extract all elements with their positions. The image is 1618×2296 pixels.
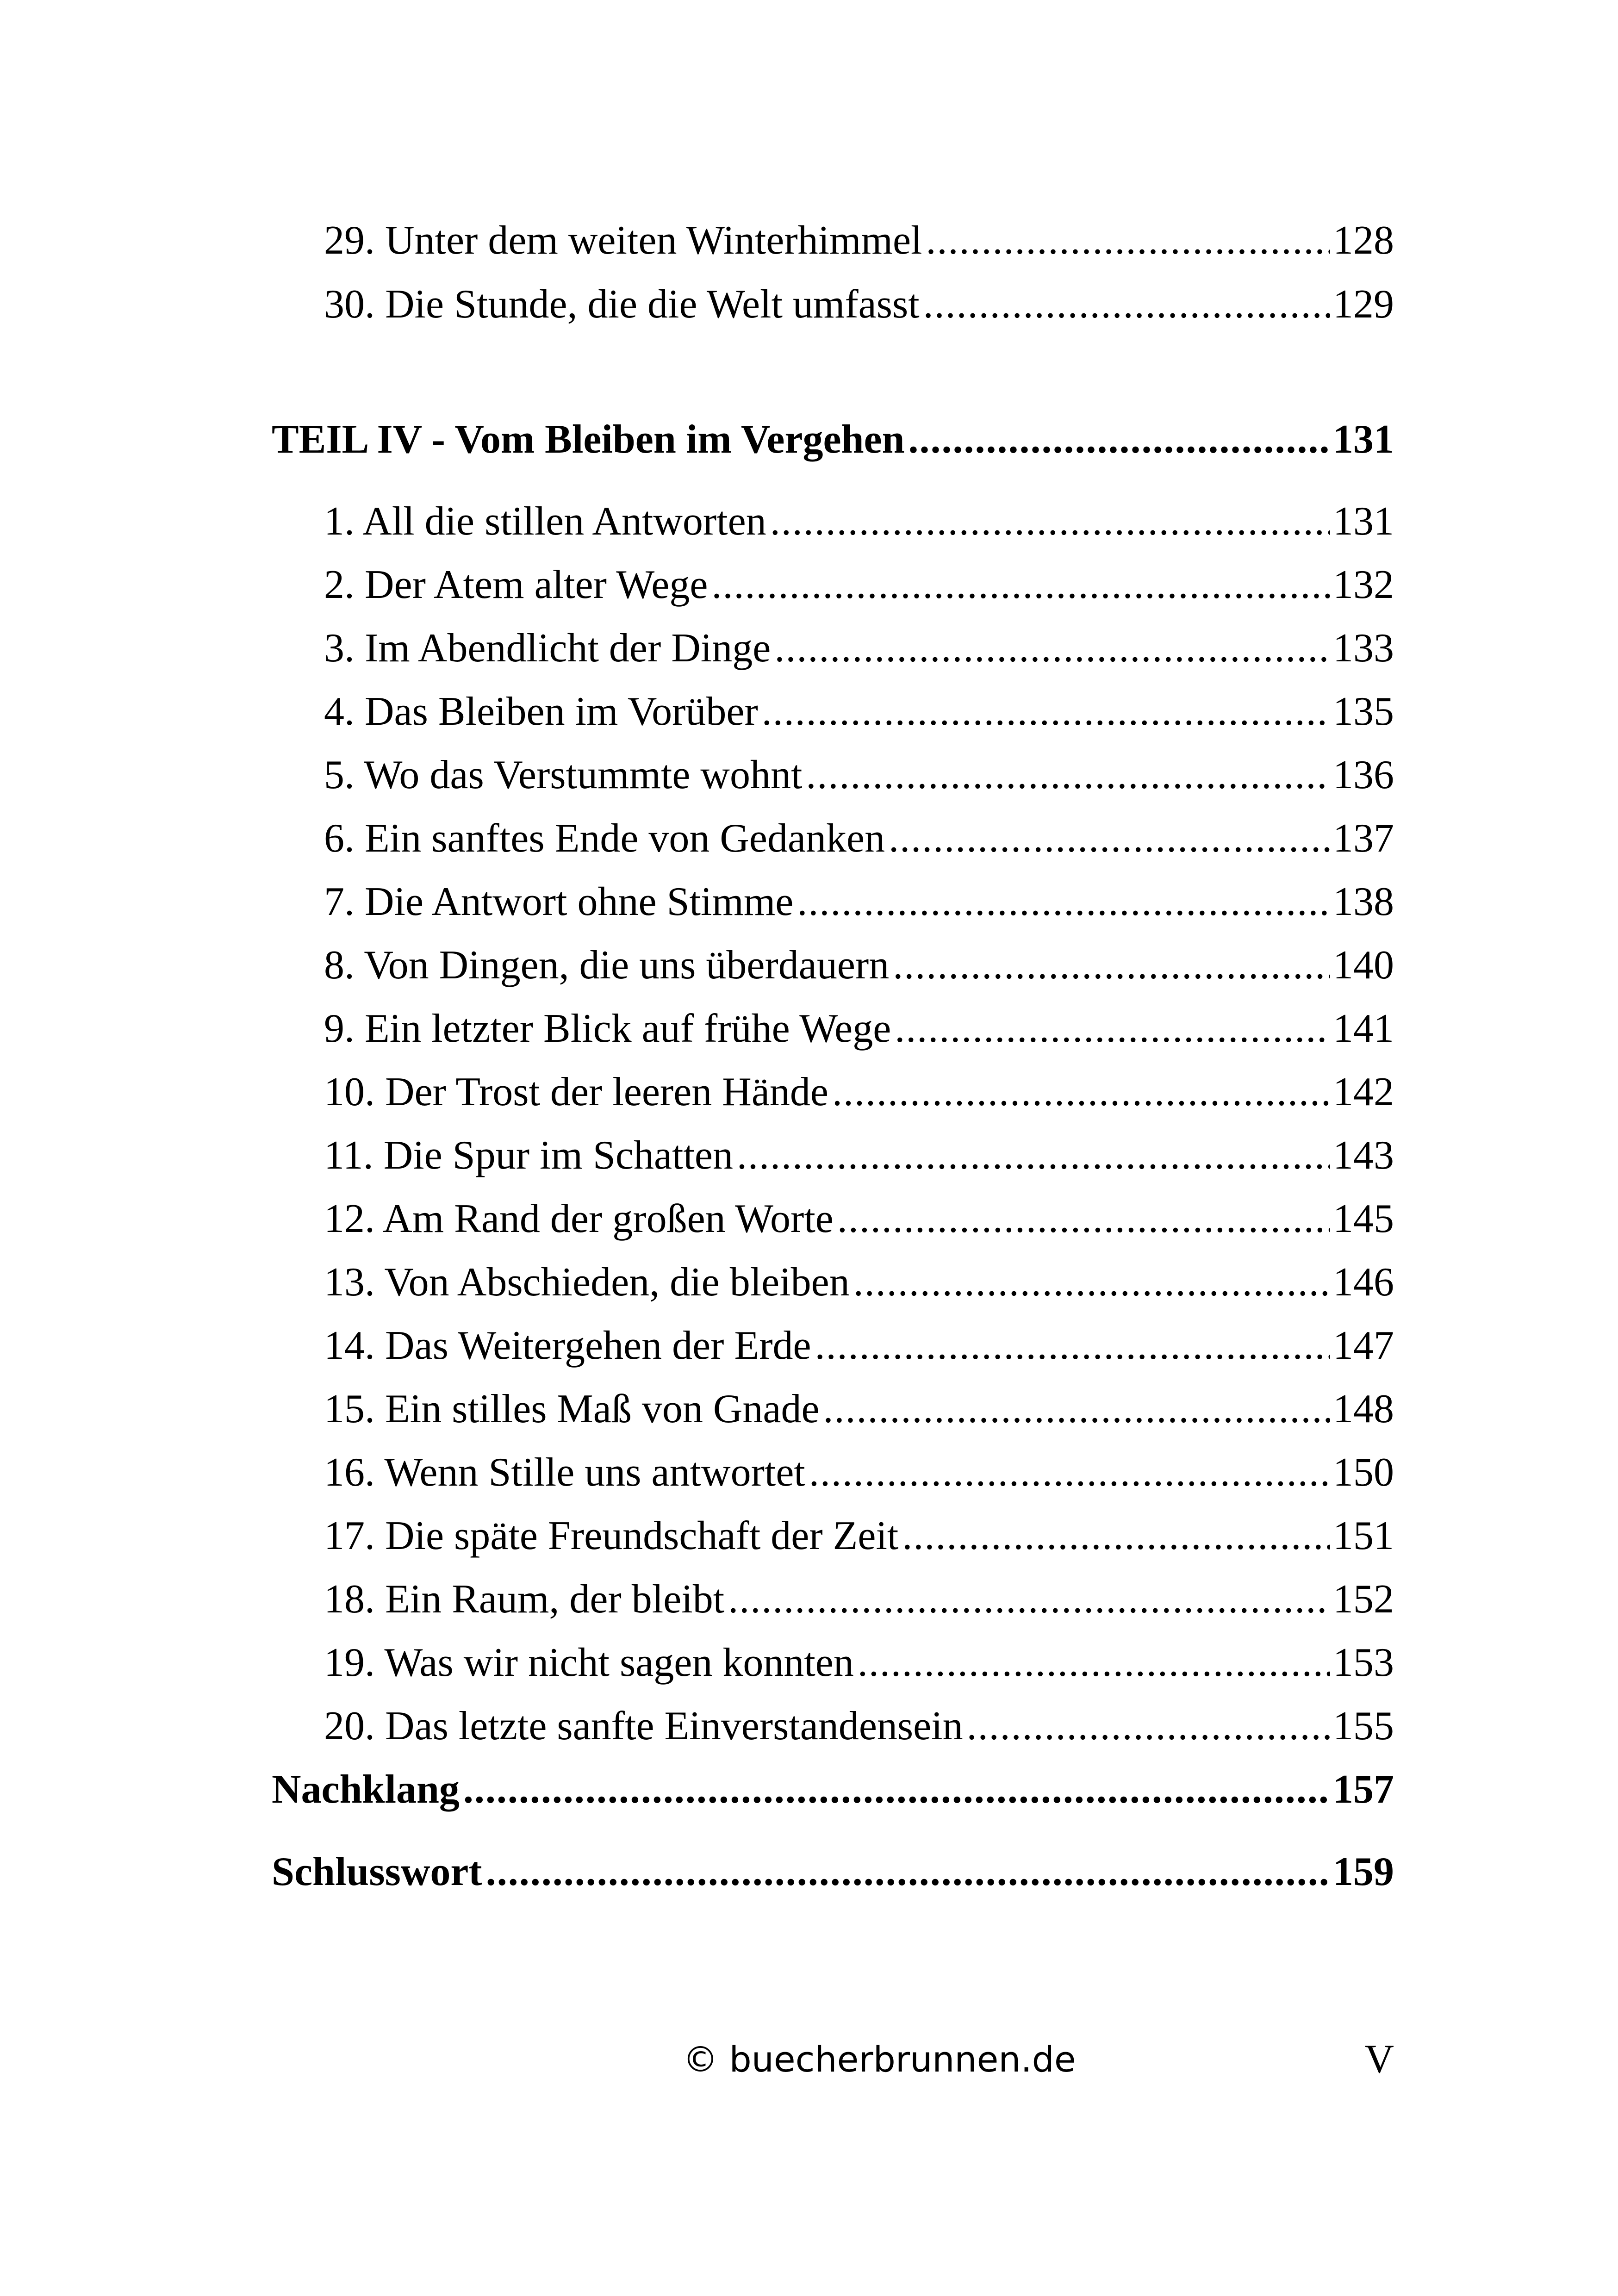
footer-copyright: © buecherbrunnen.de: [683, 2039, 1076, 2080]
toc-entry-title: 20. Das letzte sanfte Einverstandensein: [324, 1704, 963, 1748]
toc-section-page: 159: [1333, 1849, 1394, 1894]
toc-entry-page: 150: [1333, 1450, 1394, 1495]
toc-entry: [324, 496, 1394, 547]
toc-dot-leader: [711, 560, 1330, 610]
toc-section-schlusswort: [272, 1847, 1394, 1898]
toc-entry: [324, 215, 1394, 266]
toc-part-heading-title: TEIL IV - Vom Bleiben im Vergehen: [272, 417, 905, 462]
toc-entry: [324, 1003, 1394, 1054]
toc-dot-leader: [728, 1574, 1330, 1625]
toc-entry: [324, 686, 1394, 737]
toc-entry-title: 16. Wenn Stille uns antwortet: [324, 1450, 805, 1495]
toc-entry: [324, 1257, 1394, 1308]
toc-dot-leader: [770, 496, 1330, 547]
toc-dot-leader: [486, 1847, 1330, 1898]
toc-entry-title: 13. Von Abschieden, die bleiben: [324, 1260, 850, 1305]
toc-dot-leader: [893, 940, 1330, 991]
toc-entry-page: 129: [1333, 282, 1394, 327]
footer-page-number: V: [1364, 2037, 1394, 2082]
toc-entry: [324, 750, 1394, 801]
toc-entry-page: 147: [1333, 1323, 1394, 1368]
toc-dot-leader: [832, 1067, 1330, 1118]
toc-dot-leader: [895, 1003, 1330, 1054]
toc-dot-leader: [463, 1764, 1330, 1815]
toc-entry-page: 146: [1333, 1260, 1394, 1305]
toc-entry: [324, 1574, 1394, 1625]
toc-entry-page: 132: [1333, 562, 1394, 607]
toc-entry-title: 11. Die Spur im Schatten: [324, 1133, 733, 1178]
toc-entry-title: 5. Wo das Verstummte wohnt: [324, 753, 803, 797]
toc-entry: [324, 623, 1394, 674]
toc-section-title: Schlusswort: [272, 1849, 482, 1894]
toc-entry-page: 142: [1333, 1070, 1394, 1114]
toc-entry-page: 143: [1333, 1133, 1394, 1178]
toc-entry-page: 128: [1333, 218, 1394, 263]
toc-entry-page: 145: [1333, 1196, 1394, 1241]
toc-entry-page: 136: [1333, 753, 1394, 797]
toc-entry: [324, 1130, 1394, 1181]
toc-entry-title: 30. Die Stunde, die die Welt umfasst: [324, 282, 920, 327]
toc-section-page: 157: [1333, 1767, 1394, 1812]
toc-entry-title: 3. Im Abendlicht der Dinge: [324, 626, 771, 671]
toc-entry-page: 131: [1333, 499, 1394, 544]
toc-entry-page: 148: [1333, 1387, 1394, 1431]
toc-dot-leader: [806, 750, 1330, 801]
toc-dot-leader: [909, 414, 1330, 465]
toc-entry: [324, 1384, 1394, 1435]
toc-dot-leader: [815, 1320, 1330, 1371]
toc-entry: [324, 940, 1394, 991]
toc-dot-leader: [809, 1447, 1330, 1498]
toc-entry-page: 152: [1333, 1577, 1394, 1622]
toc-entry-title: 9. Ein letzter Blick auf frühe Wege: [324, 1006, 891, 1051]
toc-dot-leader: [762, 686, 1330, 737]
toc-entry-page: 138: [1333, 879, 1394, 924]
toc-entry: [324, 1701, 1394, 1752]
toc-entry-title: 14. Das Weitergehen der Erde: [324, 1323, 811, 1368]
toc-entry: [324, 877, 1394, 927]
toc-entry: [324, 279, 1394, 330]
toc-entry-title: 10. Der Trost der leeren Hände: [324, 1070, 828, 1114]
toc-dot-leader: [889, 813, 1330, 864]
toc-entry-page: 140: [1333, 943, 1394, 988]
toc-entry-page: 141: [1333, 1006, 1394, 1051]
toc-entry-title: 7. Die Antwort ohne Stimme: [324, 879, 794, 924]
toc-entry: [324, 1637, 1394, 1688]
toc-dot-leader: [926, 215, 1331, 266]
toc-section-nachklang: [272, 1764, 1394, 1815]
toc-section-title: Nachklang: [272, 1767, 460, 1812]
toc-entry-title: 1. All die stillen Antworten: [324, 499, 766, 544]
toc-entry-title: 15. Ein stilles Maß von Gnade: [324, 1387, 820, 1431]
toc-entry: [324, 1067, 1394, 1118]
toc-entry: [324, 560, 1394, 610]
toc-entry-page: 137: [1333, 816, 1394, 861]
toc-dot-leader: [737, 1130, 1330, 1181]
toc-dot-leader: [967, 1701, 1330, 1752]
toc-entry: [324, 1447, 1394, 1498]
toc-dot-leader: [858, 1637, 1330, 1688]
toc-entry-page: 153: [1333, 1640, 1394, 1685]
toc-entry-title: 12. Am Rand der großen Worte: [324, 1196, 834, 1241]
toc-entry-title: 6. Ein sanftes Ende von Gedanken: [324, 816, 885, 861]
toc-dot-leader: [902, 1511, 1330, 1562]
toc-entry-page: 155: [1333, 1704, 1394, 1748]
toc-entry-title: 2. Der Atem alter Wege: [324, 562, 708, 607]
toc-entry-title: 19. Was wir nicht sagen konnten: [324, 1640, 854, 1685]
toc-dot-leader: [837, 1194, 1330, 1244]
toc-entry-title: 18. Ein Raum, der bleibt: [324, 1577, 725, 1622]
toc-entry-title: 29. Unter dem weiten Winterhimmel: [324, 218, 922, 263]
toc-dot-leader: [774, 623, 1330, 674]
toc-entry-title: 4. Das Bleiben im Vorüber: [324, 689, 758, 734]
toc-dot-leader: [923, 279, 1330, 330]
toc-entry: [324, 1320, 1394, 1371]
toc-dot-leader: [823, 1384, 1330, 1435]
toc-part-heading-page: 131: [1333, 417, 1394, 462]
toc-entry-page: 151: [1333, 1513, 1394, 1558]
toc-dot-leader: [853, 1257, 1330, 1308]
toc-entry-title: 8. Von Dingen, die uns überdauern: [324, 943, 890, 988]
toc-dot-leader: [797, 877, 1330, 927]
toc-entry-page: 135: [1333, 689, 1394, 734]
toc-entry: [324, 1511, 1394, 1562]
toc-entry: [324, 1194, 1394, 1244]
toc-entry-title: 17. Die späte Freundschaft der Zeit: [324, 1513, 899, 1558]
toc-part-heading: [272, 414, 1394, 465]
toc-entry: [324, 813, 1394, 864]
toc-entry-page: 133: [1333, 626, 1394, 671]
